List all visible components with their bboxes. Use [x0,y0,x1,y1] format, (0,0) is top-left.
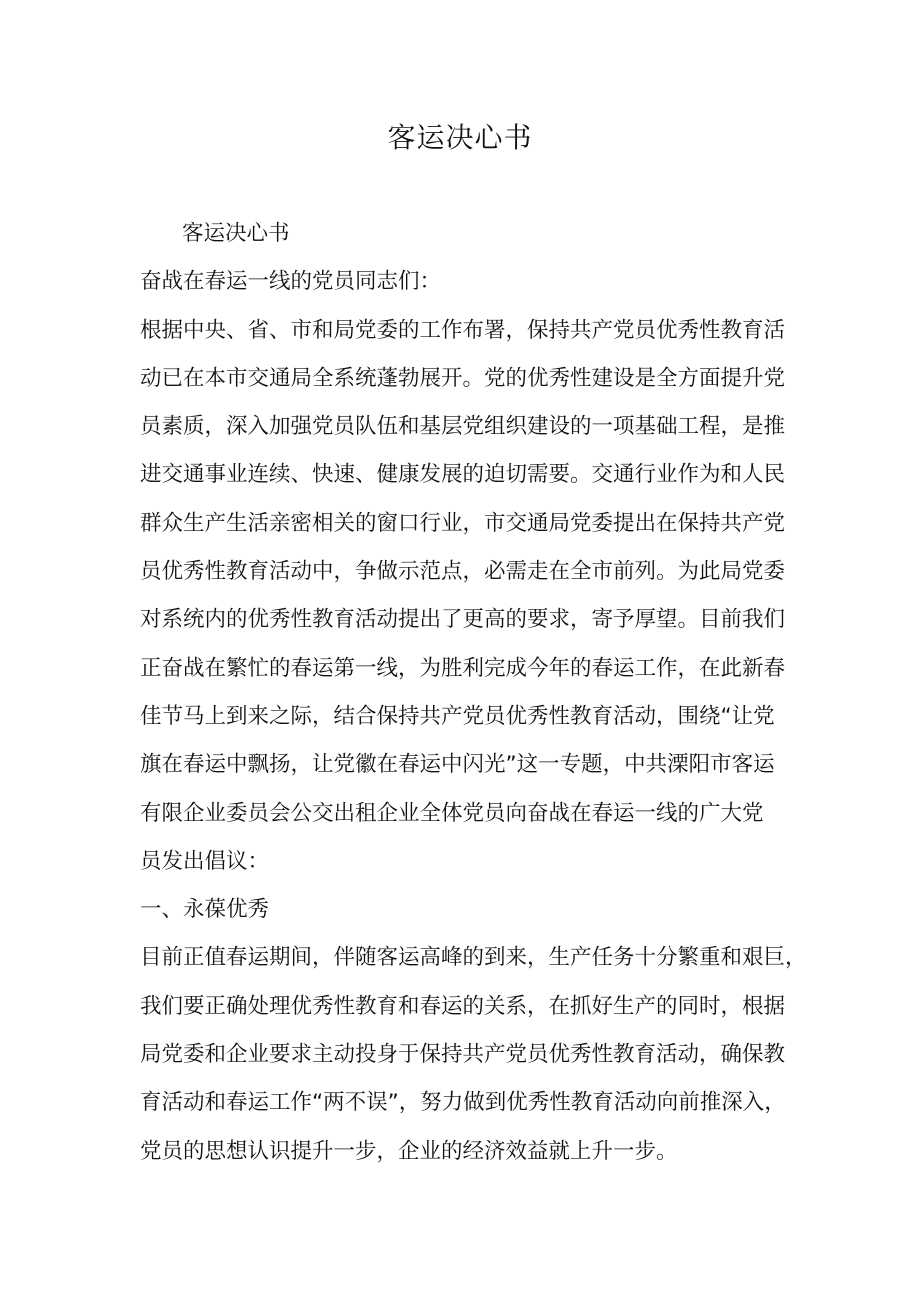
paragraph-line: 旗在春运中飘扬，让党徽在春运中闪光”这一专题，中共溧阳市客运 [140,752,775,778]
paragraph-line: 根据中央、省、市和局党委的工作布署，保持共产党员优秀性教育活 [140,317,786,343]
paragraph-line: 佳节马上到来之际，结合保持共产党员优秀性教育活动，围绕“让党 [140,703,775,729]
paragraph-line: 进交通事业连续、快速、健康发展的迫切需要。交通行业作为和人民 [140,462,786,488]
paragraph-line: 我们要正确处理优秀性教育和春运的关系，在抓好生产的同时，根据 [140,993,786,1019]
paragraph-line: 员优秀性教育活动中，争做示范点，必需走在全市前列。为此局党委 [140,559,786,585]
document-body [140,210,807,1176]
paragraph-line: 局党委和企业要求主动投身于保持共产党员优秀性教育活动，确保教 [140,1042,786,1068]
paragraph-line: 对系统内的优秀性教育活动提出了更高的要求，寄予厚望。目前我们 [140,607,786,633]
salutation: 奋战在春运一线的党员同志们： [140,269,442,295]
paragraph-2 [140,934,807,1175]
paragraph-line: 目前正值春运期间，伴随客运高峰的到来，生产任务十分繁重和艰巨， [140,945,807,971]
paragraph-line: 员发出倡议： [140,848,270,874]
paragraph-line: 员素质，深入加强党员队伍和基层党组织建设的一项基础工程，是推 [140,414,786,440]
paragraph-1 [140,307,786,887]
paragraph-line: 群众生产生活亲密相关的窗口行业，市交通局党委提出在保持共产党 [140,510,786,536]
paragraph-line: 党员的思想认识提升一步，企业的经济效益就上升一步。 [140,1138,678,1164]
paragraph-line: 育活动和春运工作“两不误”，努力做到优秀性教育活动向前推深入， [140,1090,786,1116]
paragraph-line: 正奋战在繁忙的春运第一线，为胜利完成今年的春运工作，在此新春 [140,655,786,681]
section-heading: 一、永葆优秀 [140,897,270,923]
paragraph-line: 动已在本市交通局全系统蓬勃展开。党的优秀性建设是全方面提升党 [140,365,786,391]
document-title: 客运决心书 [387,121,533,154]
paragraph-line: 有限企业委员会公交出租企业全体党员向奋战在春运一线的广大党 [140,800,764,826]
document-subtitle: 客运决心书 [182,221,290,246]
